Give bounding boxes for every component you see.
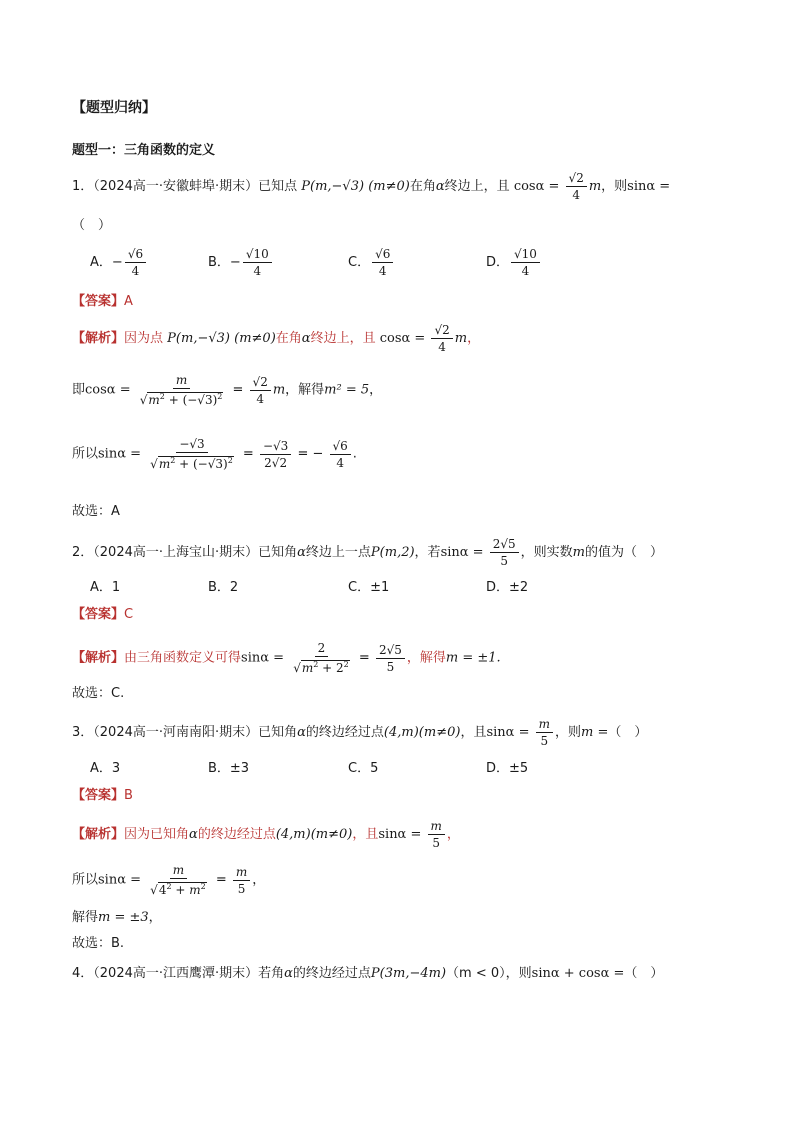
q1-derivation-prefix: 即 — [72, 382, 86, 398]
q2-stem-text5: 的值为（ ） — [584, 545, 663, 560]
q1-stem-mid: 在角 — [409, 179, 436, 194]
q1-analysis-text: 因为点 — [124, 331, 164, 346]
q3-analysis: 【解析】因为已知角α的终边经过点(4,m)(m≠0)，且sinα = $\frac{m}{5}$ ， — [72, 819, 460, 850]
q3-analysis-sin: sinα = — [378, 827, 422, 842]
q1-derivation-cos: cosα = — [85, 382, 131, 398]
q4-cond: （m < 0） — [446, 966, 506, 981]
q1-alpha: α — [435, 179, 445, 194]
q1-analysis-cos: cosα = — [379, 331, 426, 346]
q2-stem-text4: ，则实数 — [520, 545, 573, 560]
q2-stem-text: 2．（2024高一·上海宝山·期末）已知角 — [72, 545, 298, 560]
q1-analysis-text-b: 在角 — [275, 331, 302, 346]
q1-derivation-end: ， — [369, 382, 383, 398]
q3-option-d[interactable]: D．±5 — [486, 761, 529, 776]
q3-stem-text: 3．（2024高一·河南南阳·期末）已知角 — [72, 725, 298, 740]
q2-analysis-eq: = — [358, 650, 370, 666]
q1-option-d-frac — [511, 246, 540, 279]
q1-option-a[interactable] — [90, 246, 148, 279]
q1-option-c-den: 4 — [378, 264, 387, 278]
q1-option-c[interactable] — [348, 246, 395, 279]
q3-analysis-text2: 的终边经过点 — [197, 827, 276, 842]
q1-option-b-label: B． — [208, 255, 230, 270]
q4-alpha: α — [284, 966, 293, 981]
q2-option-b[interactable]: B．2 — [208, 580, 239, 595]
q1-analysis-alpha: α — [301, 331, 311, 346]
q4-stem — [72, 962, 663, 981]
q2-frac — [490, 536, 519, 569]
q3-analysis-alpha: α — [189, 827, 198, 842]
section-title: 【题型归纳】 — [72, 100, 156, 116]
q1-paren: （ ） — [72, 218, 112, 233]
q1-option-d-den: 4 — [521, 264, 530, 278]
q2-analysis-frac-a: $\frac{2}{√m^2 + 2^2}$ — [293, 641, 349, 675]
q3-derivation-frac-a: $\frac{m}{√4^2 + m^2}$ — [150, 863, 206, 897]
q1-analysis-tag: 【解析】 — [72, 331, 125, 346]
q2-option-a[interactable]: A．1 — [90, 580, 121, 595]
q3-analysis-tag: 【解析】 — [72, 827, 125, 842]
q1-derivation-mid: ，解得 — [285, 382, 325, 398]
q3-answer — [72, 784, 133, 803]
q1-analysis-cond: (m≠0) — [234, 331, 276, 346]
q3-solve-result: m = ±3 — [98, 910, 149, 925]
q1-option-a-sign: − — [111, 255, 123, 270]
q4-stem-text3: ，则 — [505, 966, 532, 981]
q1-option-a-den: 4 — [131, 264, 140, 278]
q1-option-c-num: √6 — [372, 246, 393, 263]
q1-ask: sinα = — [627, 179, 671, 194]
q4-stem-text: 4．（2024高一·江西鹰潭·期末）若角 — [72, 966, 285, 981]
q1-cos-lhs: cosα = — [513, 179, 560, 194]
q3-derivation: 所以sinα = $\frac{m}{√4^2 + m^2}$ = $\frac{m}{5}$ ， — [72, 863, 266, 897]
q1-stem-tail: ，则 — [601, 179, 628, 194]
q3-derivation-prefix: 所以 — [72, 872, 99, 888]
q1-derivation-den-sqrt: $√m^2 + (-√3)^2$ — [139, 392, 223, 407]
q3-sin-lhs: sinα = — [486, 725, 530, 740]
q3-option-a[interactable]: A．3 — [90, 761, 121, 776]
q2-m: m — [572, 545, 585, 560]
q2-frac-den: 5 — [500, 554, 508, 568]
q3-answer-value: B — [124, 788, 133, 803]
q1-derivation-2-prefix: 所以 — [72, 446, 99, 462]
q3-alpha: α — [297, 725, 306, 740]
q4-paren: （ ） — [624, 966, 664, 981]
q2-point: P(m,2) — [370, 545, 415, 560]
q3-point: (4,m)(m≠0) — [383, 725, 461, 740]
q3-ask: m = — [581, 725, 609, 740]
q2-stem-text3: ，若 — [414, 545, 441, 560]
q2-analysis-solve: ，解得 — [406, 650, 446, 666]
q3-stem-text4: ，则 — [555, 725, 582, 740]
q3-answer-tag: 【答案】 — [72, 788, 125, 803]
q1-option-d-label: D． — [486, 255, 510, 270]
q2-sin-lhs: sinα = — [440, 545, 484, 560]
q1-stem-mid2: 终边上，且 — [444, 179, 510, 194]
q2-frac-num: 2√5 — [490, 536, 519, 553]
q1-analysis-point: P(m,−√3) — [167, 331, 230, 346]
q1-frac-den: 4 — [572, 188, 580, 202]
q2-analysis-tag: 【解析】 — [72, 650, 125, 666]
q3-analysis-text: 因为已知角 — [124, 827, 190, 842]
q1-choose: 故选：A — [72, 504, 120, 519]
q1-stem — [72, 170, 670, 203]
q1-derivation-2-frac-a: $\frac{-√3}{√m^2 + (-√3)^2}$ — [150, 437, 233, 471]
q1-option-b-sign: − — [229, 255, 241, 270]
q2-analysis-frac-b: $\frac{2√5}{5}$ — [376, 642, 405, 675]
q1-option-b-num: √10 — [243, 246, 272, 263]
q3-solve-end: ， — [148, 910, 162, 925]
q2-analysis-sin: sinα = — [241, 650, 285, 666]
q1-analysis: 【解析】因为点 P(m,−√3) (m≠0)在角α终边上，且 cosα = $\frac{√2}{4}$ m， — [72, 323, 481, 354]
q3-solve — [72, 906, 162, 925]
type-title: 题型一：三角函数的定义 — [72, 143, 216, 158]
q1-point: P(m,−√3) — [301, 179, 365, 194]
q1-derivation-2: 所以sinα = $\frac{-√3}{√m^2 + (-√3)^2}$ = $\frac{-√3}{2√2}$ = − $\frac{√6}{4}$ . — [72, 437, 357, 471]
q1-derivation-frac-m — [137, 372, 227, 408]
q1-derivation-2-frac-b: $\frac{-√3}{2√2}$ — [260, 438, 291, 471]
q1-derivation-num-m: m — [173, 372, 190, 389]
q2-analysis — [72, 640, 501, 676]
q3-option-b[interactable]: B．±3 — [208, 761, 250, 776]
q3-paren: （ ） — [608, 725, 648, 740]
q3-solve-text: 解得 — [72, 910, 99, 925]
q1-derivation-frac-2: $\frac{√2}{4}$ — [250, 374, 271, 407]
q2-answer-tag: 【答案】 — [72, 607, 125, 622]
q1-option-a-frac — [125, 246, 146, 279]
q3-derivation-sin: sinα = — [98, 872, 142, 888]
q1-analysis-frac — [431, 322, 452, 355]
q3-analysis-point: (4,m)(m≠0) — [275, 827, 353, 842]
q1-analysis-m: m — [454, 331, 468, 346]
q1-derivation-2-frac-c: $\frac{√6}{4}$ — [330, 438, 351, 471]
q3-choose: 故选：B. — [72, 936, 125, 951]
q2-option-d[interactable]: D．±2 — [486, 580, 529, 595]
q4-stem-text2: 的终边经过点 — [292, 966, 371, 981]
q1-analysis-text-c: 终边上，且 — [310, 331, 376, 346]
q4-ask: sinα + cosα = — [531, 966, 625, 981]
q1-fraction — [566, 170, 587, 203]
q2-stem — [72, 536, 663, 569]
q1-option-b-den: 4 — [253, 264, 262, 278]
q3-analysis-text3: ，且 — [352, 827, 379, 842]
q3-derivation-frac-b: $\frac{m}{5}$ — [233, 864, 250, 897]
q2-answer — [72, 603, 133, 622]
q2-analysis-result: m = ±1. — [445, 650, 501, 666]
q3-stem-text2: 的终边经过点 — [305, 725, 384, 740]
q1-analysis-frac-num: √2 — [431, 322, 452, 339]
q2-choose: 故选：C. — [72, 686, 125, 701]
q1-answer — [72, 290, 133, 309]
q4-point: P(3m,−4m) — [370, 966, 447, 981]
q1-option-a-label: A． — [90, 255, 112, 270]
q1-m: m — [588, 179, 602, 194]
q2-alpha: α — [297, 545, 306, 560]
q3-stem — [72, 716, 647, 749]
q3-analysis-frac: $\frac{m}{5}$ — [428, 818, 445, 851]
q1-frac-num: √2 — [566, 170, 587, 187]
q1-option-d-num: √10 — [511, 246, 540, 263]
q1-answer-tag: 【答案】 — [72, 294, 125, 309]
q2-option-c[interactable]: C．±1 — [348, 580, 390, 595]
q1-option-c-label: C． — [348, 255, 371, 270]
q1-option-d[interactable] — [486, 246, 542, 279]
q1-derivation-result: m² = 5 — [324, 382, 370, 398]
q1-option-c-frac — [372, 246, 393, 279]
q1-answer-value: A — [124, 294, 133, 309]
q1-option-b-frac — [243, 246, 272, 279]
q1-stem-prefix: 1．（2024高一·安徽蚌埠·期末）已知点 — [72, 179, 298, 194]
q1-derivation-2-sin: sinα = — [98, 446, 142, 462]
q3-option-c[interactable]: C．5 — [348, 761, 379, 776]
q3-frac: $\frac{m}{5}$ — [536, 716, 553, 749]
q3-stem-text3: ，且 — [460, 725, 487, 740]
q1-option-b[interactable] — [208, 246, 274, 279]
q1-analysis-frac-den: 4 — [438, 340, 446, 354]
q1-cond: (m≠0) — [368, 179, 410, 194]
q2-answer-value: C — [124, 607, 134, 622]
q2-analysis-text: 由三角函数定义可得 — [124, 650, 242, 666]
q1-option-a-num: √6 — [125, 246, 146, 263]
q1-derivation-1: 即cosα = $\frac{m}{√m^2 + (-√3)^2}$ = $\frac{√2}{4}$ m，解得m² = 5， — [72, 373, 383, 407]
q2-stem-text2: 终边上一点 — [305, 545, 371, 560]
